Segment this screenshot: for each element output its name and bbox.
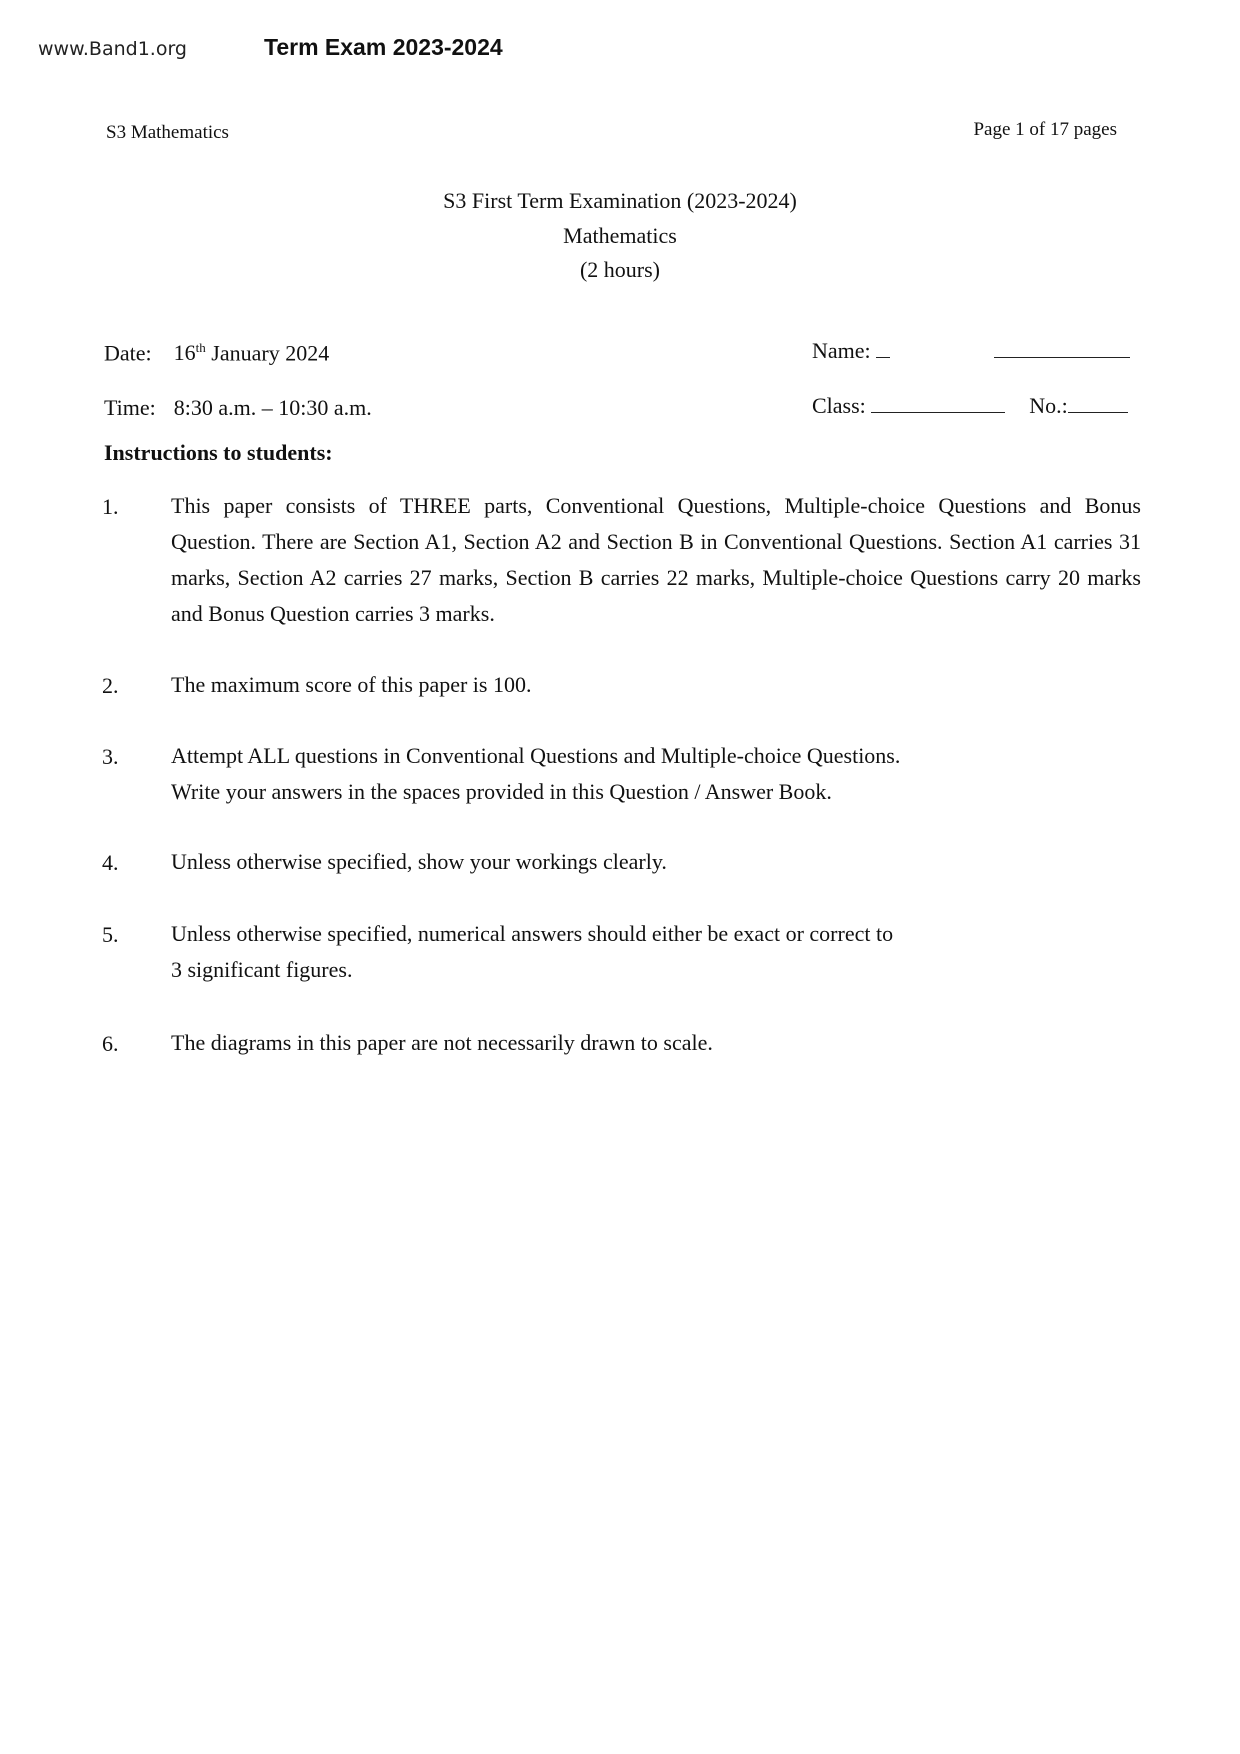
item-text: The diagrams in this paper are not necessarily drawn to scale. bbox=[171, 1030, 713, 1055]
item-text: Unless otherwise specified, show your workings clearly. bbox=[171, 849, 667, 874]
item-text: This paper consists of THREE parts, Conventional Questions, Multiple-choice Questions and Bonus Question. There are Section A1, Section A2 and Section B in Conventional Questions. Section A1 carries 31 marks, Section A2 carries 27 marks, Section B carries 22 marks, Multiple-choice Questions carry 20 marks and Bonus Question carries 3 marks. bbox=[171, 493, 1141, 626]
exam-subject: Mathematics bbox=[563, 223, 677, 248]
exam-duration: (2 hours) bbox=[579, 257, 661, 282]
page-number: Page 1 of 17 pages bbox=[973, 119, 1117, 140]
no-label: No.: bbox=[1029, 393, 1068, 418]
time-label: Time: bbox=[104, 395, 156, 420]
item-line: Unless otherwise specified, numerical answers should either be exact or correct to bbox=[171, 921, 894, 946]
item-text: The maximum score of this paper is 100. bbox=[171, 672, 532, 697]
instructions-heading: Instructions to students: bbox=[104, 440, 333, 465]
date-suffix: th bbox=[195, 340, 206, 355]
name-blank bbox=[994, 339, 1130, 358]
name-label: Name: bbox=[812, 338, 871, 363]
item-text bbox=[171, 738, 1141, 810]
class-field bbox=[812, 393, 1128, 419]
item-number: 4. bbox=[102, 850, 119, 875]
item-number: 5. bbox=[102, 922, 119, 947]
item-line: 3 significant figures. bbox=[171, 957, 353, 982]
name-field bbox=[812, 338, 1130, 364]
time-value: 8:30 a.m. – 10:30 a.m. bbox=[173, 395, 372, 420]
class-blank bbox=[871, 394, 1005, 413]
exam-title: S3 First Term Examination (2023-2024) bbox=[443, 188, 797, 213]
class-label: Class: bbox=[812, 393, 866, 418]
date-day: 16 bbox=[173, 340, 196, 366]
item-number: 6. bbox=[102, 1031, 119, 1056]
watermark-title: Term Exam 2023-2024 bbox=[264, 34, 503, 60]
watermark-site: www.Band1.org bbox=[38, 38, 187, 60]
item-number: 3. bbox=[102, 744, 119, 769]
item-line: Write your answers in the spaces provided in this Question / Answer Book. bbox=[171, 779, 832, 804]
item-number: 2. bbox=[102, 673, 119, 698]
item-text bbox=[171, 916, 1141, 988]
time-field bbox=[104, 395, 372, 421]
date-field bbox=[104, 340, 329, 366]
item-number: 1. bbox=[102, 494, 119, 519]
no-blank bbox=[1068, 394, 1128, 413]
running-header-subject: S3 Mathematics bbox=[106, 122, 229, 143]
date-month-year: January 2024 bbox=[205, 340, 330, 366]
date-label: Date: bbox=[104, 340, 152, 366]
item-line: Attempt ALL questions in Conventional Questions and Multiple-choice Questions. bbox=[171, 743, 901, 768]
